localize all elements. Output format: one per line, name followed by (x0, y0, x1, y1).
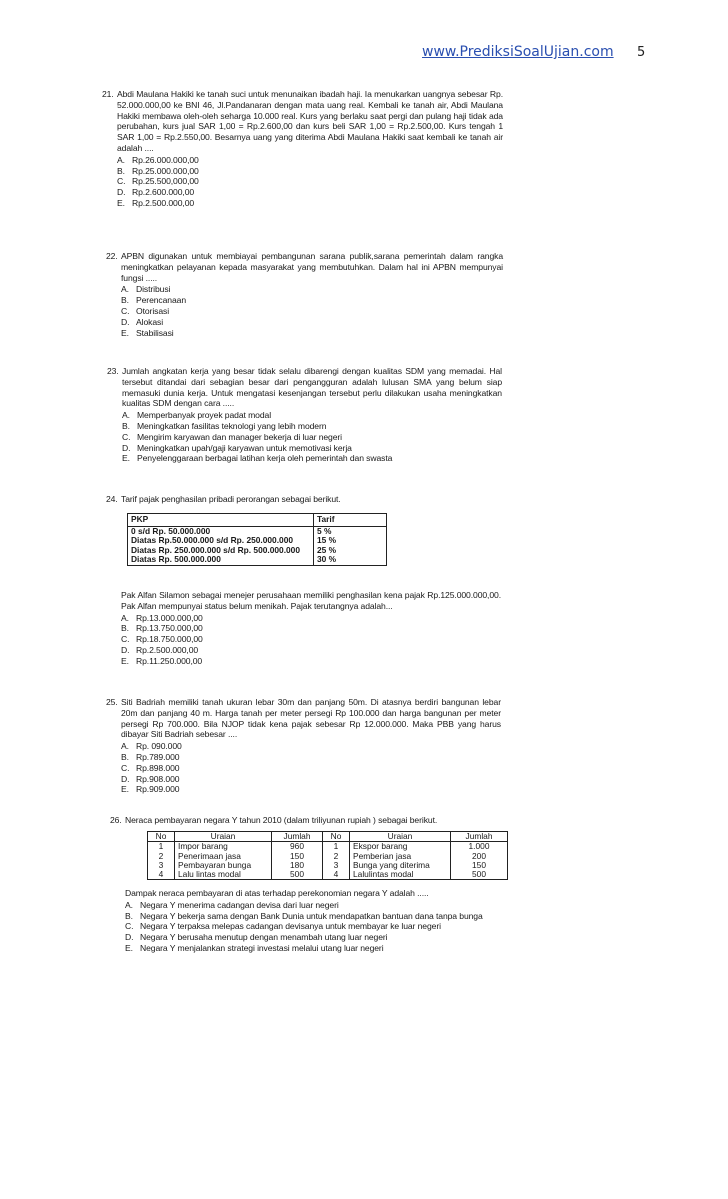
question-text: Abdi Maulana Hakiki ke tanah suci untuk menunaikan ibadah haji. Ia menukarkan uangnya sebesar Rp. 52.000.000,00 ke BNI 46, Jl.Pandanaran dengan mata uang real. Kembali ke tanah air, Abdi Maulana Hakiki membawa oleh-oleh seharga 10.000 real. Kurs yang berlaku saat pergi dan pulang haji tidak ada perubahan, kurs jual SAR 1,00 = Rp.2.600,00 dan kurs beli SAR 1,00 = Rp.2.500,00. Kurs tengah 1 SAR 1,00 = Rp.2.550,00. Besarnya uang yang diterima Abdi Maulana Hakiki saat kembali ke tanah air adalah .... (117, 89, 503, 153)
question-text-after: Pak Alfan Silamon sebagai menejer perusahaan memiliki penghasilan kena pajak Rp.125.000.000,00. Pak Alfan mempunyai status belum menikah. Pajak terutangnya adalah... (121, 590, 501, 611)
table-row: 2 Penerimaan jasa 150 2 Pemberian jasa 200 (148, 852, 508, 861)
table-header-cell: Jumlah (272, 832, 323, 842)
option-e[interactable]: E. Rp.909.000 (121, 784, 180, 795)
question-text: APBN digunakan untuk membiayai pembangunan sarana publik,sarana pemerintah dalam rangka meningkatkan pelayanan kepada masyarakat yang membutuhkan. Dalam hal ini APBN mempunyai fungsi ..... (121, 251, 503, 283)
table-cell: 5 % 15 % 25 % 30 % (314, 526, 387, 565)
question-number: 24. (106, 494, 118, 504)
table-header-row (148, 832, 508, 842)
option-b[interactable]: B. Rp.13.750.000,00 (121, 623, 203, 634)
option-d[interactable]: D. Rp.2.600.000,00 (117, 187, 195, 198)
option-c[interactable]: C. Negara Y terpaksa melepas cadangan devisanya untuk membayar ke luar negeri (125, 921, 441, 932)
table-header-cell: Uraian (175, 832, 272, 842)
question-number: 21. (102, 89, 114, 99)
option-e[interactable]: E. Rp.2.500.000,00 (117, 197, 195, 208)
page-number: 5 (637, 45, 646, 60)
table-header-cell: Tarif (314, 514, 387, 527)
options-list (122, 410, 502, 464)
option-d[interactable]: D. Negara Y berusaha menutup dengan menambah utang luar negeri (125, 932, 388, 943)
option-a[interactable]: A. Memperbanyak proyek padat modal (122, 410, 271, 421)
option-d[interactable]: D. Rp.2.500.000,00 (121, 644, 199, 655)
question-number: 23. (107, 366, 119, 376)
option-c[interactable]: C. Rp.25.500,000,00 (117, 176, 199, 187)
option-e[interactable]: E. Rp.11.250.000,00 (121, 655, 203, 666)
option-b[interactable]: B. Rp.789.000 (121, 751, 180, 762)
option-d[interactable]: D. Rp.908.000 (121, 773, 180, 784)
table-header-cell: Jumlah (451, 832, 508, 842)
option-c[interactable]: C. Mengirim karyawan dan manager bekerja di luar negeri (122, 431, 342, 442)
question-text: Tarif pajak penghasilan pribadi perorangan sebagai berikut. (121, 494, 341, 504)
tax-rate-table (127, 513, 387, 566)
options-list (117, 155, 503, 209)
option-a[interactable]: A. Rp.26.000.000,00 (117, 154, 199, 165)
option-a[interactable]: A. Rp. 090.000 (121, 741, 182, 752)
option-b[interactable]: B. Rp.25.000.000,00 (117, 165, 199, 176)
table-header-cell: PKP (128, 514, 314, 527)
option-e[interactable]: E. Negara Y menjalankan strategi investasi melalui utang luar negeri (125, 942, 384, 953)
question-24-body (121, 590, 501, 667)
question-number: 25. (106, 697, 118, 707)
table-row: 4 Lalu lintas modal 500 4 Lalulintas modal 500 (148, 870, 508, 880)
options-list (121, 284, 503, 338)
options-list (125, 900, 505, 954)
option-b[interactable]: B. Meningkatkan fasilitas teknologi yang lebih modern (122, 420, 327, 431)
question-number: 22. (106, 251, 118, 261)
options-list (121, 741, 501, 795)
table-header-cell: No (323, 832, 350, 842)
question-26-body (125, 888, 505, 954)
balance-of-payments-table (147, 831, 508, 880)
option-b[interactable]: B. Perencanaan (121, 295, 187, 306)
option-d[interactable]: D. Alokasi (121, 316, 164, 327)
table-cell: 0 s/d Rp. 50.000.000 Diatas Rp.50.000.000 s/d Rp. 250.000.000 Diatas Rp. 250.000.000 s/d Rp. 500.000.000 Diatas Rp. 500.000.000 (128, 526, 314, 565)
table-row: 3 Pembayaran bunga 180 3 Bunga yang diterima 150 (148, 861, 508, 870)
table-header-cell: Uraian (350, 832, 451, 842)
table-row: 1 Impor barang 960 1 Ekspor barang 1.000 (148, 842, 508, 852)
question-22 (106, 251, 503, 338)
options-list (121, 613, 501, 667)
question-24 (106, 494, 501, 505)
option-d[interactable]: D. Meningkatkan upah/gaji karyawan untuk memotivasi kerja (122, 442, 352, 453)
option-a[interactable]: A. Negara Y menerima cadangan devisa dari luar negeri (125, 899, 339, 910)
question-number: 26. (110, 815, 122, 825)
table-header-cell: No (148, 832, 175, 842)
question-text: Jumlah angkatan kerja yang besar tidak selalu dibarengi dengan kualitas SDM yang memadai. Hal tersebut ditandai dari sebagian besar dari pengangguran adalah lulusan SMA yang belum siap memasuki dunia kerja. Untuk mengatasi kesenjangan tersebut perlu dilakukan usaha meningkatkan kualitas SDM dengan cara ..... (122, 366, 502, 409)
option-a[interactable]: A. Rp.13.000.000,00 (121, 612, 203, 623)
question-23 (107, 366, 502, 464)
option-c[interactable]: C. Otorisasi (121, 305, 170, 316)
option-a[interactable]: A. Distribusi (121, 284, 171, 295)
option-e[interactable]: E. Penyelenggaraan berbagai latihan kerja oleh pemerintah dan swasta (122, 453, 393, 464)
question-25 (106, 697, 501, 795)
question-text: Siti Badriah memiliki tanah ukuran lebar 30m dan panjang 50m. Di atasnya berdiri bangunan lebar 20m dan panjang 40 m. Harga tanah per meter persegi Rp 100.000 dan harga bangunan per meter persegi Rp 700.000. Bila NJOP tidak kena pajak sebesar Rp 12.000.000. Maka PBB yang harus dibayar Siti Badriah sebesar .... (121, 697, 501, 740)
option-c[interactable]: C. Rp.898.000 (121, 762, 180, 773)
table-header-row (128, 514, 387, 527)
option-b[interactable]: B. Negara Y bekerja sama dengan Bank Dunia untuk mendapatkan bantuan dana tanpa bunga (125, 910, 483, 921)
site-link[interactable]: www.PrediksiSoalUjian.com (422, 44, 614, 60)
question-26 (110, 815, 505, 826)
question-text-after: Dampak neraca pembayaran di atas terhadap perekonomian negara Y adalah ..... (125, 888, 429, 898)
question-21 (102, 89, 503, 209)
option-e[interactable]: E. Stabilisasi (121, 327, 174, 338)
table-row (128, 526, 387, 565)
option-c[interactable]: C. Rp.18.750.000,00 (121, 634, 203, 645)
question-text: Neraca pembayaran negara Y tahun 2010 (dalam triliyunan rupiah ) sebagai berikut. (125, 815, 438, 825)
